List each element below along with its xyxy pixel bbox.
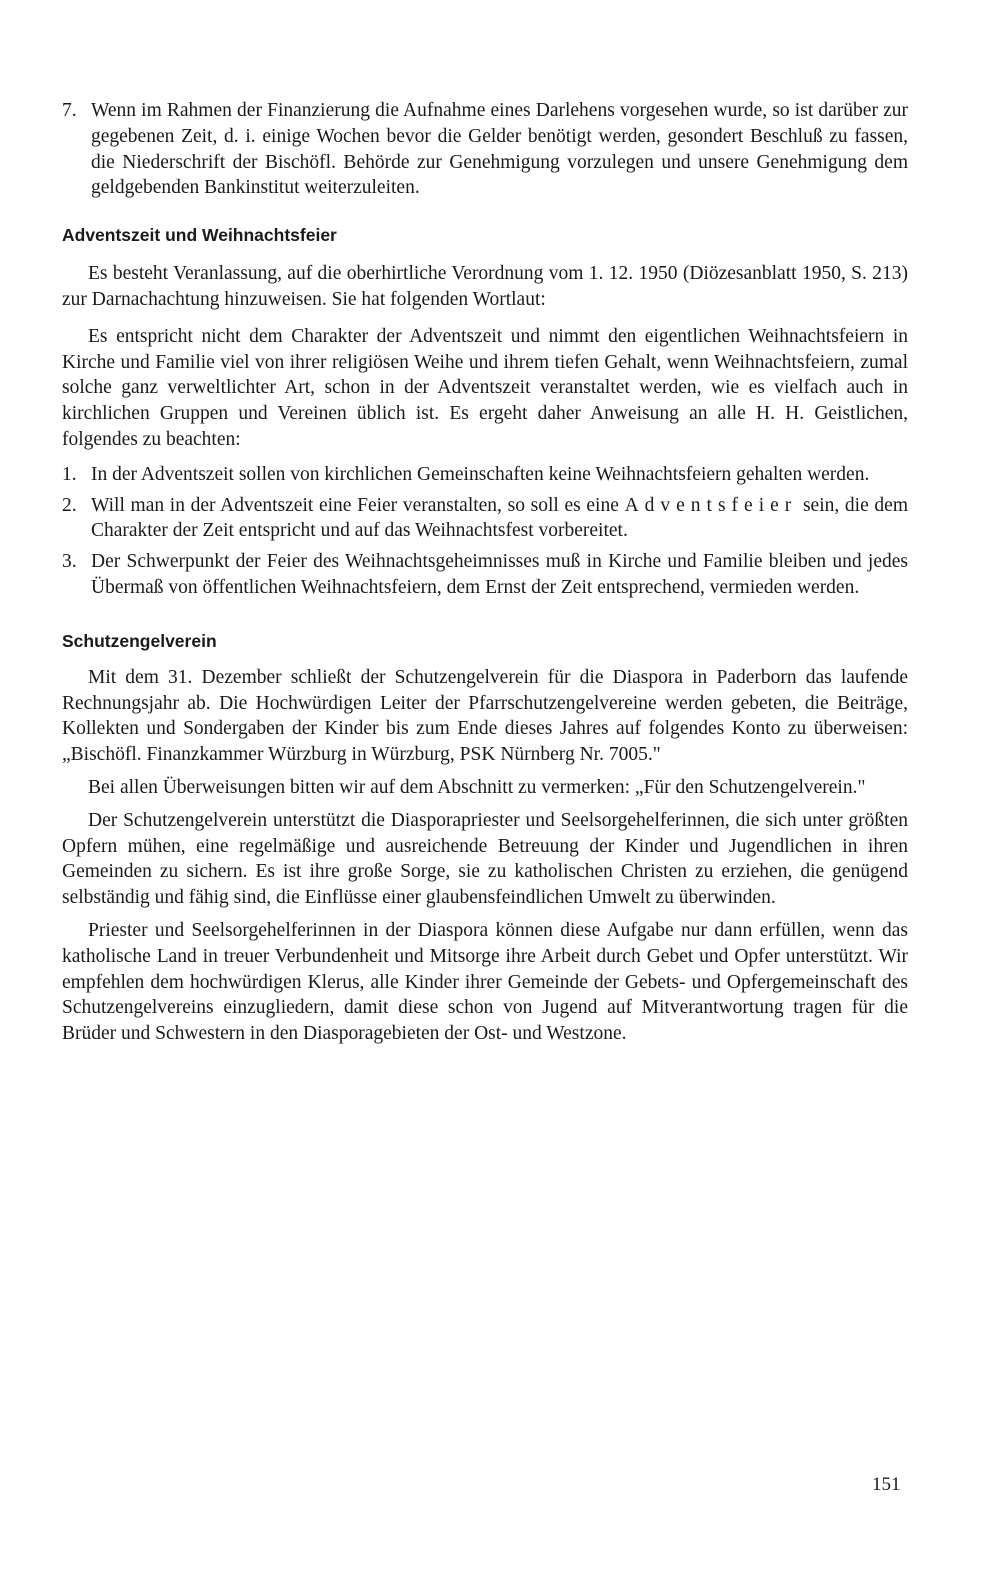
item-text: In der Adventszeit sollen von kirchlichen Gemeinschaften keine Weihnachtsfeiern gehalten werden. bbox=[91, 463, 870, 485]
page-content bbox=[62, 98, 908, 1047]
item-7 bbox=[62, 98, 908, 201]
item-number: 1. bbox=[62, 463, 77, 485]
item-text: Wenn im Rahmen der Finanzierung die Aufnahme eines Darlehens vorgesehen wurde, so ist darüber zur gegebenen Zeit, d. i. einige Wochen bevor die Gelder benötigt werden, gesondert Beschluß zu fassen, die Niederschrift der Bischöfl. Behörde zur Genehmigung vorzulegen und unsere Genehmigung dem geldgebenden Bankinstitut weiterzuleiten. bbox=[91, 100, 908, 199]
item-text bbox=[91, 493, 908, 545]
schutzengel-paragraph-2: Bei allen Überweisungen bitten wir auf dem Abschnitt zu vermerken: „Für den Schutzengelverein." bbox=[88, 776, 866, 798]
item-number: 3. bbox=[62, 551, 77, 573]
section-heading-schutzengel: Schutzengelverein bbox=[62, 630, 217, 651]
page-number: 151 bbox=[872, 1474, 901, 1495]
schutzengel-paragraph-1: Mit dem 31. Dezember schließt der Schutzengelverein für die Diaspora in Paderborn das laufende Rechnungsjahr ab. Die Hochwürdigen Leiter der Pfarrschutzengelvereine werden gebeten, die Beiträge, Kollekten und Sondergaben der Kinder bis zum Ende dieses Jahres auf folgendes Konto zu überweisen: „Bischöfl. Finanzkammer Würzburg in Würzburg, PSK Nürnberg Nr. 7005." bbox=[62, 666, 908, 766]
item-text-before: Will man in der Adventszeit eine Feier veranstalten, so soll es eine bbox=[91, 494, 625, 516]
advent-item-1 bbox=[62, 462, 908, 488]
item-number: 7. bbox=[62, 100, 77, 121]
schutzengel-paragraph-4: Priester und Seelsorgehelferinnen in der Diaspora können diese Aufgabe nur dann erfüllen, wenn das katholische Land in treuer Verbundenheit und Mitsorge ihre Arbeit durch Gebet und Opfer unterstützt. Wir empfehlen dem hochwürdigen Klerus, alle Kinder ihrer Gemeinde der Gebets- und Opfergemeinschaft des Schutzengelvereins einzugliedern, damit diese schon von Jugend auf Mitverantwortung tragen für die Brüder und Schwestern in den Diasporagebieten der Ost- und Westzone. bbox=[62, 919, 908, 1045]
item-number: 2. bbox=[62, 494, 77, 516]
advent-quote-paragraph: Es entspricht nicht dem Charakter der Adventszeit und nimmt den eigentlichen Weihnachtsfeiern in Kirche und Familie viel von ihrer religiösen Weihe und ihrem tiefen Gehalt, wenn Weihnachtsfeiern, zumal solche ganz verweltlichter Art, schon in der Adventszeit veranstaltet werden, wie es vielfach auch in kirchlichen Gruppen und Vereinen üblich ist. Es ergeht daher Anweisung an alle H. H. Geistlichen, folgendes zu beachten: bbox=[62, 325, 908, 450]
item-text-after: sein, die dem Charakter der Zeit entspricht und auf das Weihnachtsfest vorbereitet. bbox=[91, 494, 908, 542]
schutzengel-paragraph-3: Der Schutzengelverein unterstützt die Diasporapriester und Seelsorgehelferinnen, die sich unter größten Opfern mühen, eine regelmäßige und ausreichende Betreuung der Kinder und Jugendlichen in ihren Gemeinden zu sichern. Es ist ihre große Sorge, sie zu katholischen Christen zu erziehen, die genügend selbständig und fähig sind, die Einflüsse einer glaubensfeindlichen Umwelt zu überwinden. bbox=[62, 809, 908, 909]
advent-item-2 bbox=[62, 493, 908, 545]
section-heading-advent: Adventszeit und Weihnachtsfeier bbox=[62, 225, 337, 246]
advent-intro-paragraph: Es besteht Veranlassung, auf die oberhirtliche Verordnung vom 1. 12. 1950 (Diözesanblatt 1950, S. 213) zur Darnachachtung hinzuweisen. Sie hat folgenden Wortlaut: bbox=[62, 263, 908, 310]
item-text: Der Schwerpunkt der Feier des Weihnachtsgeheimnisses muß in Kirche und Familie bleiben und jedes Übermaß von öffentlichen Weihnachtsfeiern, dem Ernst der Zeit entsprechend, vermieden werden. bbox=[91, 551, 908, 598]
emphasis-adventsfeier: Adventsfeier bbox=[624, 494, 798, 516]
advent-item-3 bbox=[62, 549, 908, 601]
